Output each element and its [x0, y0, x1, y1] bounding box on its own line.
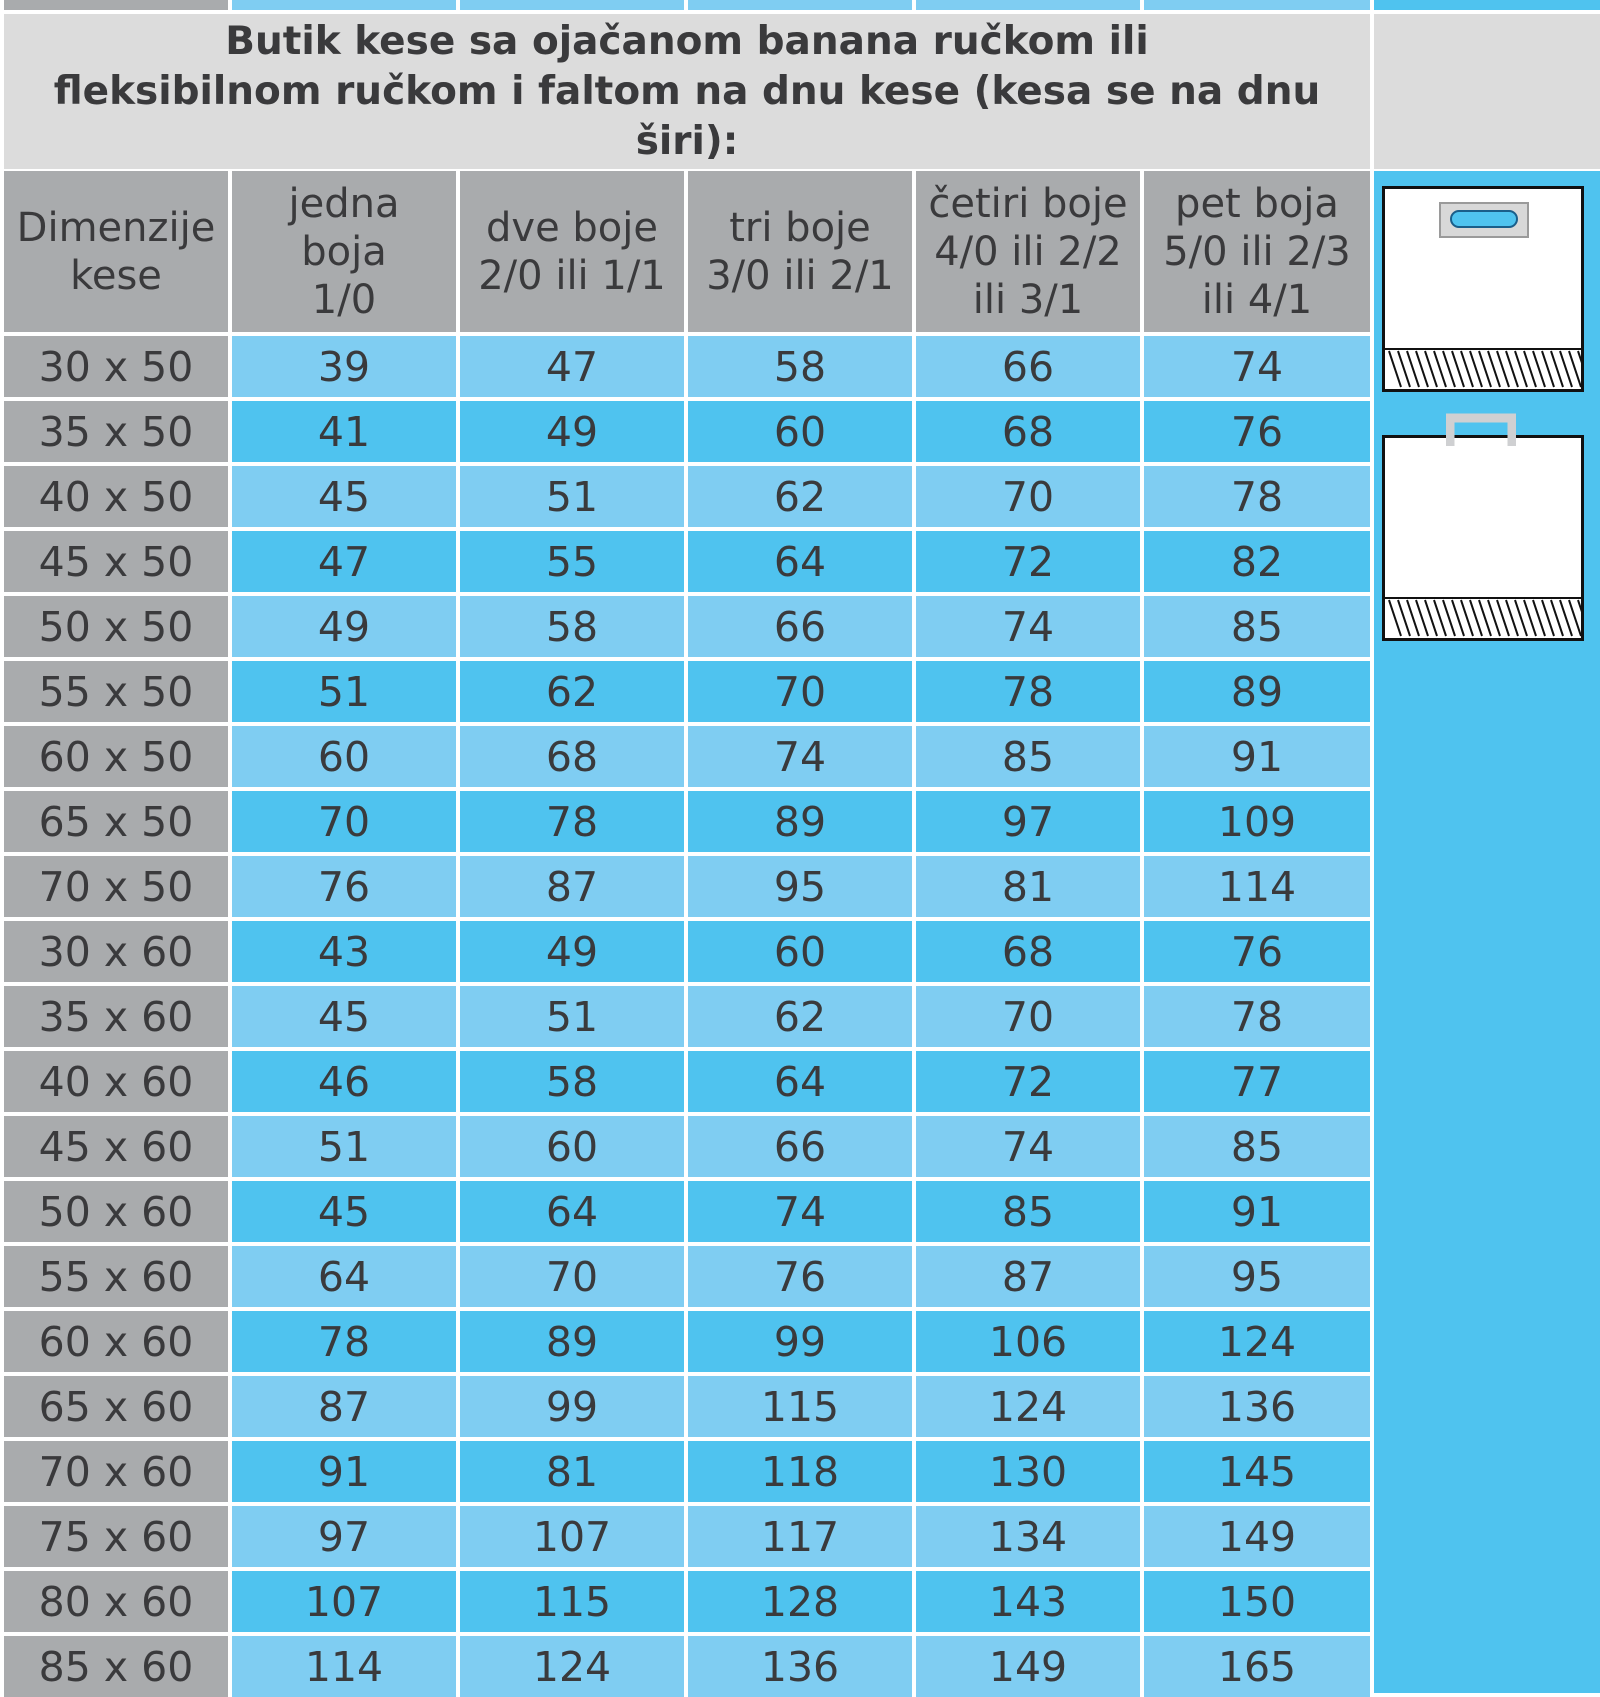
price-cell: 89: [460, 1311, 684, 1372]
price-cell: 74: [916, 596, 1140, 657]
table-title: [4, 14, 1370, 169]
dimension-cell: 85 x 60: [4, 1636, 228, 1697]
table-row: [0, 1636, 1370, 1697]
bag-banana-handle-icon: [1382, 186, 1584, 392]
column-header-line: Dimenzije: [16, 204, 216, 251]
price-cell: 82: [1144, 531, 1370, 592]
bag-flexible-handle-drawing: [1385, 438, 1581, 638]
table-title-line2: fleksibilnom ručkom i faltom na dnu kese (kesa se na dnu širi):: [53, 68, 1321, 164]
table-row: [0, 1571, 1370, 1632]
price-cell: 60: [688, 401, 912, 462]
price-cell: 134: [916, 1506, 1140, 1567]
column-header-line: 1/0: [311, 276, 377, 323]
price-cell: 87: [916, 1246, 1140, 1307]
column-header-line: četiri boje: [928, 180, 1128, 227]
column-header-line: kese: [70, 252, 162, 299]
table-row: [0, 856, 1370, 917]
price-cell: 39: [232, 336, 456, 397]
bag-banana-handle-drawing: [1385, 189, 1581, 389]
table-row: [0, 401, 1370, 462]
column-header-line: 5/0 ili 2/3: [1163, 228, 1351, 275]
table-row: [0, 531, 1370, 592]
previous-table-edge: [0, 0, 1600, 10]
price-cell: 74: [688, 1181, 912, 1242]
price-cell: 74: [916, 1116, 1140, 1177]
dimension-cell: 60 x 50: [4, 726, 228, 787]
price-cell: 91: [1144, 1181, 1370, 1242]
price-cell: 130: [916, 1441, 1140, 1502]
price-cell: 74: [1144, 336, 1370, 397]
price-cell: 70: [916, 986, 1140, 1047]
price-cell: 64: [232, 1246, 456, 1307]
price-cell: 107: [460, 1506, 684, 1567]
illustration-panel: [1374, 171, 1600, 1693]
table-row: [0, 336, 1370, 397]
price-cell: 49: [460, 401, 684, 462]
dimension-cell: 60 x 60: [4, 1311, 228, 1372]
column-header: [232, 171, 456, 332]
price-cell: 106: [916, 1311, 1140, 1372]
price-cell: 76: [232, 856, 456, 917]
price-cell: 145: [1144, 1441, 1370, 1502]
column-header: [688, 171, 912, 332]
price-cell: 136: [1144, 1376, 1370, 1437]
column-header: [460, 171, 684, 332]
price-cell: 89: [1144, 661, 1370, 722]
dimension-cell: 75 x 60: [4, 1506, 228, 1567]
table-row: [0, 921, 1370, 982]
price-cell: 85: [1144, 596, 1370, 657]
price-cell: 64: [688, 531, 912, 592]
price-cell: 51: [232, 1116, 456, 1177]
price-cell: 47: [460, 336, 684, 397]
dimension-cell: 40 x 50: [4, 466, 228, 527]
column-header: [4, 171, 228, 332]
price-cell: 117: [688, 1506, 912, 1567]
column-header-line: boja: [301, 228, 387, 275]
column-header: [916, 171, 1140, 332]
price-cell: 91: [1144, 726, 1370, 787]
price-cell: 76: [688, 1246, 912, 1307]
price-cell: 91: [232, 1441, 456, 1502]
price-cell: 70: [688, 661, 912, 722]
price-cell: 99: [460, 1376, 684, 1437]
price-cell: 66: [916, 336, 1140, 397]
price-cell: 76: [1144, 921, 1370, 982]
title-side-panel: [1374, 14, 1600, 169]
price-cell: 41: [232, 401, 456, 462]
price-cell: 95: [688, 856, 912, 917]
price-cell: 45: [232, 466, 456, 527]
price-cell: 128: [688, 1571, 912, 1632]
column-header-line: tri boje: [729, 204, 871, 251]
price-cell: 51: [460, 986, 684, 1047]
price-cell: 46: [232, 1051, 456, 1112]
price-cell: 165: [1144, 1636, 1370, 1697]
price-cell: 49: [460, 921, 684, 982]
table-header-row: [0, 171, 1370, 332]
price-cell: 70: [460, 1246, 684, 1307]
price-cell: 74: [688, 726, 912, 787]
dimension-cell: 30 x 50: [4, 336, 228, 397]
dimension-cell: 65 x 50: [4, 791, 228, 852]
price-cell: 143: [916, 1571, 1140, 1632]
dimension-cell: 50 x 50: [4, 596, 228, 657]
table-row: [0, 1376, 1370, 1437]
table-row: [0, 1441, 1370, 1502]
dimension-cell: 55 x 50: [4, 661, 228, 722]
price-cell: 70: [916, 466, 1140, 527]
price-cell: 85: [1144, 1116, 1370, 1177]
price-cell: 62: [688, 986, 912, 1047]
price-cell: 47: [232, 531, 456, 592]
dimension-cell: 70 x 60: [4, 1441, 228, 1502]
price-cell: 81: [916, 856, 1140, 917]
column-header-line: pet boja: [1175, 180, 1339, 227]
dimension-cell: 30 x 60: [4, 921, 228, 982]
price-cell: 60: [688, 921, 912, 982]
price-cell: 78: [1144, 986, 1370, 1047]
table-row: [0, 1246, 1370, 1307]
price-cell: 149: [1144, 1506, 1370, 1567]
price-cell: 45: [232, 986, 456, 1047]
price-cell: 114: [232, 1636, 456, 1697]
price-cell: 136: [688, 1636, 912, 1697]
column-header-line: 2/0 ili 1/1: [478, 252, 666, 299]
price-cell: 95: [1144, 1246, 1370, 1307]
price-cell: 66: [688, 1116, 912, 1177]
price-cell: 55: [460, 531, 684, 592]
price-cell: 78: [916, 661, 1140, 722]
table-row: [0, 466, 1370, 527]
price-cell: 87: [460, 856, 684, 917]
price-cell: 43: [232, 921, 456, 982]
price-cell: 49: [232, 596, 456, 657]
price-cell: 45: [232, 1181, 456, 1242]
table-row: [0, 1116, 1370, 1177]
price-cell: 99: [688, 1311, 912, 1372]
price-cell: 109: [1144, 791, 1370, 852]
price-cell: 78: [1144, 466, 1370, 527]
price-cell: 58: [460, 1051, 684, 1112]
dimension-cell: 45 x 60: [4, 1116, 228, 1177]
price-cell: 60: [232, 726, 456, 787]
column-header-line: 4/0 ili 2/2: [934, 228, 1122, 275]
price-cell: 87: [232, 1376, 456, 1437]
table-row: [0, 661, 1370, 722]
dimension-cell: 65 x 60: [4, 1376, 228, 1437]
price-cell: 66: [688, 596, 912, 657]
price-cell: 149: [916, 1636, 1140, 1697]
price-cell: 72: [916, 1051, 1140, 1112]
dimension-cell: 35 x 50: [4, 401, 228, 462]
bag-flexible-handle-icon: [1382, 435, 1584, 641]
table-row: [0, 596, 1370, 657]
price-cell: 51: [460, 466, 684, 527]
price-cell: 78: [232, 1311, 456, 1372]
price-cell: 115: [688, 1376, 912, 1437]
price-cell: 89: [688, 791, 912, 852]
table-row: [0, 1506, 1370, 1567]
dimension-cell: 40 x 60: [4, 1051, 228, 1112]
dimension-cell: 80 x 60: [4, 1571, 228, 1632]
table-row: [0, 1311, 1370, 1372]
price-cell: 68: [916, 921, 1140, 982]
price-cell: 58: [688, 336, 912, 397]
price-cell: 97: [232, 1506, 456, 1567]
price-cell: 76: [1144, 401, 1370, 462]
dimension-cell: 45 x 50: [4, 531, 228, 592]
column-header-line: ili 4/1: [1201, 276, 1313, 323]
price-cell: 64: [688, 1051, 912, 1112]
price-cell: 81: [460, 1441, 684, 1502]
dimension-cell: 70 x 50: [4, 856, 228, 917]
table-row: [0, 1051, 1370, 1112]
price-cell: 114: [1144, 856, 1370, 917]
price-cell: 150: [1144, 1571, 1370, 1632]
price-cell: 115: [460, 1571, 684, 1632]
price-cell: 60: [460, 1116, 684, 1177]
column-header-line: 3/0 ili 2/1: [706, 252, 894, 299]
column-header-line: ili 3/1: [972, 276, 1084, 323]
table-row: [0, 1181, 1370, 1242]
price-cell: 68: [460, 726, 684, 787]
column-header-line: jedna: [288, 180, 400, 227]
dimension-cell: 35 x 60: [4, 986, 228, 1047]
column-header: [1144, 171, 1370, 332]
price-cell: 124: [916, 1376, 1140, 1437]
column-header-line: dve boje: [486, 204, 658, 251]
price-cell: 77: [1144, 1051, 1370, 1112]
price-cell: 51: [232, 661, 456, 722]
price-cell: 118: [688, 1441, 912, 1502]
flexible-handle-icon: [1446, 412, 1516, 448]
price-cell: 85: [916, 1181, 1140, 1242]
price-cell: 78: [460, 791, 684, 852]
price-cell: 64: [460, 1181, 684, 1242]
price-cell: 124: [460, 1636, 684, 1697]
price-cell: 124: [1144, 1311, 1370, 1372]
price-cell: 107: [232, 1571, 456, 1632]
table-row: [0, 791, 1370, 852]
price-cell: 70: [232, 791, 456, 852]
price-cell: 68: [916, 401, 1140, 462]
price-cell: 85: [916, 726, 1140, 787]
table-title-line1: Butik kese sa ojačanom banana ručkom ili: [225, 18, 1149, 64]
table-row: [0, 986, 1370, 1047]
price-cell: 62: [688, 466, 912, 527]
dimension-cell: 55 x 60: [4, 1246, 228, 1307]
price-cell: 97: [916, 791, 1140, 852]
price-cell: 62: [460, 661, 684, 722]
table-row: [0, 726, 1370, 787]
price-cell: 72: [916, 531, 1140, 592]
dimension-cell: 50 x 60: [4, 1181, 228, 1242]
price-cell: 58: [460, 596, 684, 657]
